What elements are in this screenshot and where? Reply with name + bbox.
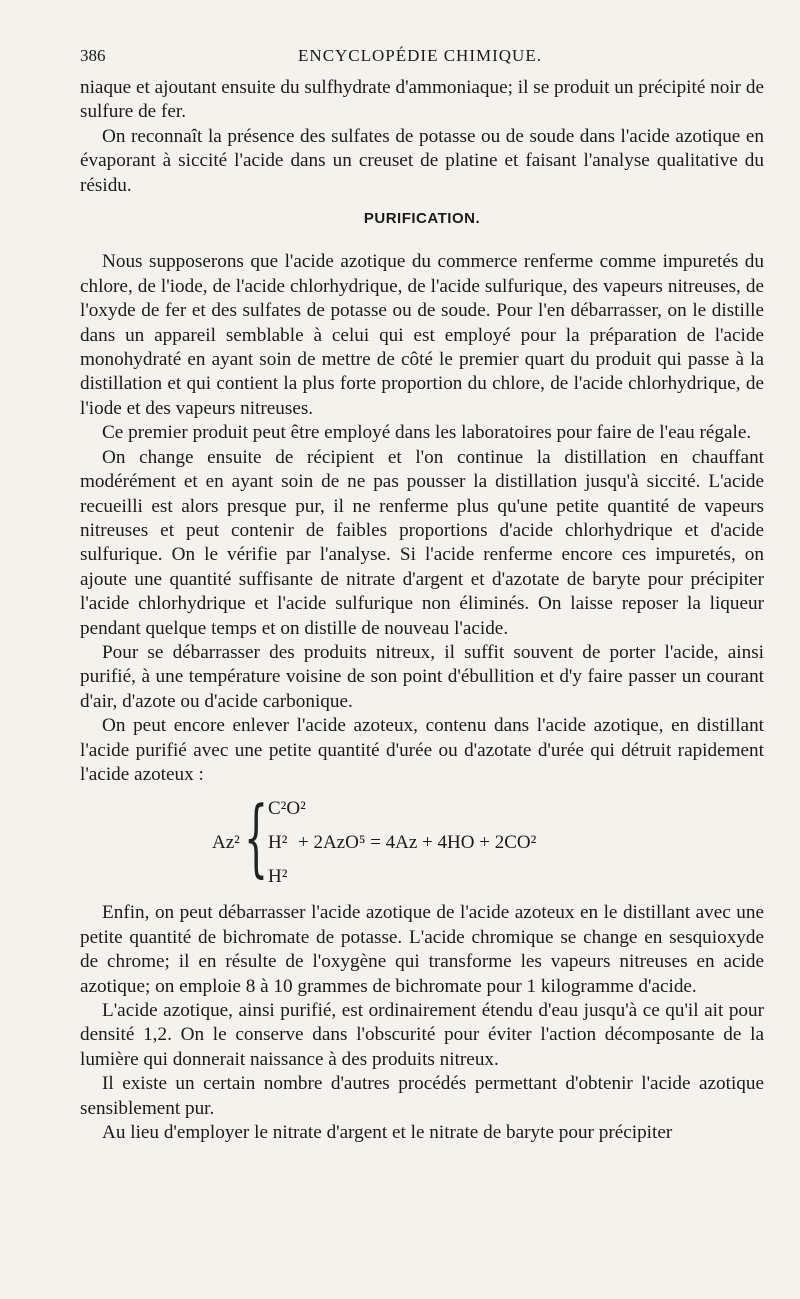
formula-stack-item: H² <box>268 866 288 888</box>
formula-stack-item: H² <box>268 832 288 854</box>
section-heading: PURIFICATION. <box>363 210 481 228</box>
paragraph: Ce premier produit peut être employé dans les laboratoires pour faire de l'eau régale. <box>102 422 752 444</box>
page-header <box>80 46 760 70</box>
paragraph: On peut encore enlever l'acide azoteux, contenu dans l'acide azotique, en distillant l'acide purifié avec une petite quantité d'urée ou d'azotate d'urée qui détruit rapidement l'acide azoteux : <box>80 715 764 785</box>
running-title: ENCYCLOPÉDIE CHIMIQUE. <box>298 46 542 65</box>
paragraph: Au lieu d'employer le nitrate d'argent et le nitrate de baryte pour précipiter <box>102 1122 673 1144</box>
paragraph: L'acide azotique, ainsi purifié, est ordinairement étendu d'eau jusqu'à ce qu'il ait pour densité 1,2. On le conserve dans l'obscurité pour éviter l'action décomposante de la lumière qui donnerait naissance à des produits nitreux. <box>80 1000 764 1070</box>
paragraph: Enfin, on peut débarrasser l'acide azotique de l'acide azoteux en le distillant avec une petite quantité de bichromate de potasse. L'acide chromique se change en sesquioxyde de chrome; il en résulte de l'oxygène qui transforme les vapeurs nitreuses en acide azotique; on emploie 8 à 10 grammes de bichromate pour 1 kilogramme d'acide. <box>80 902 764 997</box>
brace-icon: { <box>244 788 269 887</box>
formula-rest: + 2AzO⁵ = 4Az + 4HO + 2CO² <box>298 832 537 854</box>
paragraph: niaque et ajoutant ensuite du sulfhydrate d'ammoniaque; il se produit un précipité noir de sulfure de fer. <box>80 77 764 123</box>
page-number: 386 <box>80 46 106 65</box>
formula-lead: Az² <box>212 832 240 854</box>
paragraph: Pour se débarrasser des produits nitreux, il suffit souvent de porter l'acide, ainsi purifié, à une température voisine de son point d'ébullition et d'y faire passer un courant d'air, d'azote ou d'acide carbonique. <box>80 641 764 712</box>
paragraph: Nous supposerons que l'acide azotique du commerce renferme comme impuretés du chlore, de l'iode, de l'acide chlorhydrique, de l'acide sulfurique, des vapeurs nitreuses, de l'oxyde de fer et des sulfates de potasse ou de soude. Pour l'en débarrasser, on le distille dans un appareil semblable à celui qui est employé pour la préparation de l'acide monohydraté en ayant soin de mettre de côté le premier quart du produit qui passe à la distillation et qui contient la plus forte proportion du chlore, de l'acide chlorhydrique, de l'iode et des vapeurs nitreuses. <box>80 251 764 419</box>
page-body <box>80 76 764 1145</box>
paragraph: On change ensuite de récipient et l'on continue la distillation en chauffant modérément et en ayant soin de ne pas pousser la distillation jusqu'à siccité. L'acide recueilli est alors presque pur, il ne renferme plus qu'une petite quantité de vapeurs nitreuses et peut contenir de faibles proportions d'acide chlorhydrique et d'acide sulfurique. On le vérifie par l'analyse. Si l'acide renferme encore ces impuretés, on ajoute une quantité suffisante de nitrate d'argent et d'azotate de baryte pour précipiter l'acide chlorhydrique et l'acide sulfurique non éliminés. On laisse reposer la liqueur pendant quelque temps et on distille de nouveau l'acide. <box>80 446 764 639</box>
paragraph: Il existe un certain nombre d'autres procédés permettant d'obtenir l'acide azotique sensiblement pur. <box>80 1073 764 1119</box>
chemical-equation <box>80 788 764 893</box>
formula-stack-item: C²O² <box>268 798 306 820</box>
paragraph: On reconnaît la présence des sulfates de potasse ou de soude dans l'acide azotique en évaporant à siccité l'acide dans un creuset de platine et faisant l'analyse qualitative du résidu. <box>80 125 764 196</box>
